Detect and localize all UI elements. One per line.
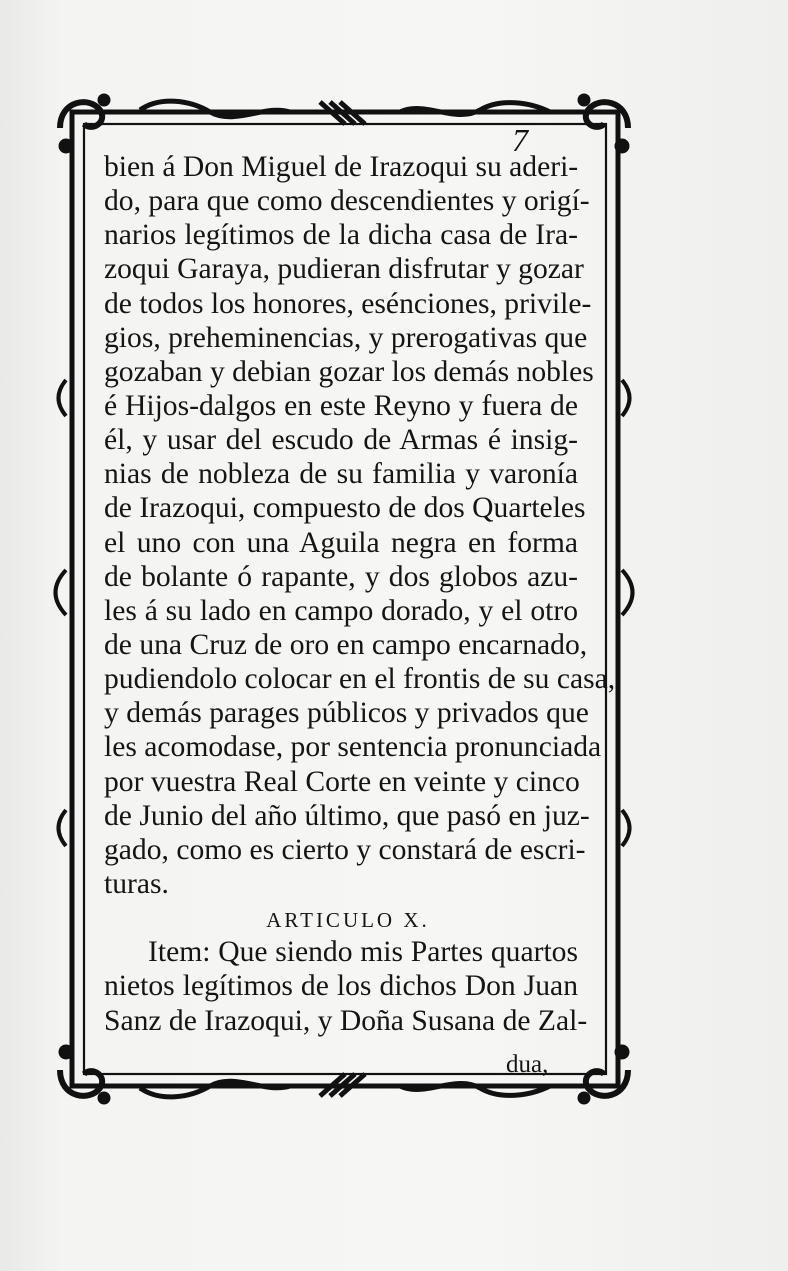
catchword: dua, (506, 1051, 549, 1078)
text-line: de una Cruz de oro en campo encarnado, (104, 628, 588, 661)
page-number: 7 (512, 122, 528, 158)
corner-ornament-bottom-right (578, 1045, 629, 1104)
text-line: les acomodase, por sentencia pronunciada (104, 731, 602, 764)
text-line: pudiendolo colocar en el frontis de su casa, (104, 663, 616, 696)
text-line: gozaban y debian gozar los demás nobles (104, 355, 594, 388)
text-line: é Hijos-dalgos en este Reyno y fuera de (104, 389, 578, 422)
text-line: el uno con una Aguila negra en forma (104, 526, 578, 559)
text-line: por vuestra Real Corte en veinte y cinco (104, 765, 580, 798)
right-side-ornaments (622, 380, 633, 846)
text-line: de todos los honores, esénciones, privile- (104, 287, 592, 320)
text-line: nias de nobleza de su familia y varonía (104, 458, 578, 491)
left-side-ornaments (56, 380, 67, 846)
text-line: y demás parages públicos y privados que (104, 697, 589, 730)
text-line: de Irazoqui, compuesto de dos Quarteles (104, 492, 586, 525)
text-line: bien á Don Miguel de Irazoqui su aderi- (104, 151, 579, 183)
text-line: él, y usar del escudo de Armas é insig- (104, 424, 578, 457)
article-heading: ARTICULO X. (266, 908, 430, 933)
text-line: nietos legítimos de los dichos Don Juan (104, 970, 578, 1003)
body-text (104, 150, 616, 1038)
text-line: de Junio del año último, que pasó en juz- (104, 799, 590, 832)
text-line: de bolante ó rapante, y dos globos azu- (104, 560, 578, 593)
text-line: les á su lado en campo dorado, y el otro (104, 594, 578, 627)
text-line: turas. (104, 867, 169, 900)
text-line: zoqui Garaya, pudieran disfrutar y gozar (104, 253, 584, 286)
text-line: Sanz de Irazoqui, y Doña Susana de Zal- (104, 1004, 588, 1037)
text-line: gado, como es cierto y constará de escri- (104, 833, 586, 866)
text-line: gios, preheminencias, y prerogativas que (104, 321, 588, 354)
text-line: Item: Que siendo mis Partes quartos (148, 936, 578, 969)
text-line: do, para que como descendientes y origí- (104, 185, 590, 218)
text-line: narios legítimos de la dicha casa de Ira- (104, 219, 578, 252)
